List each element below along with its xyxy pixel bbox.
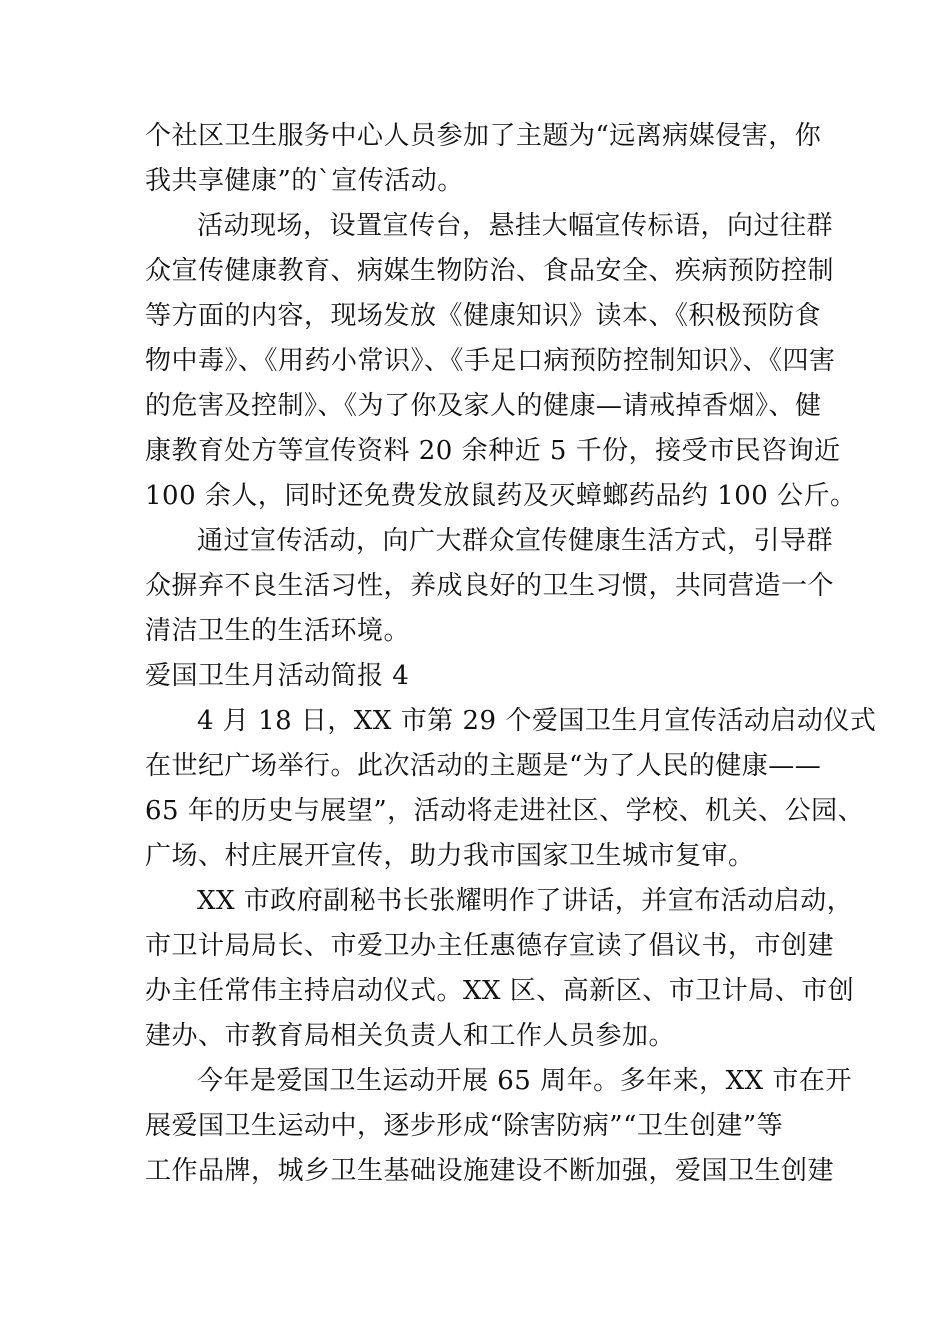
text-line: 展爱国卫生运动中，逐步形成“除害防病”“卫生创建”等	[145, 1111, 784, 1141]
text-line: 众宣传健康教育、病媒生物防治、食品安全、疾病预防控制	[145, 256, 835, 286]
paragraph-first-line: XX 市政府副秘书长张耀明作了讲话，并宣布活动启动，	[197, 886, 854, 916]
paragraph-first-line: 4 月 18 日，XX 市第 29 个爱国卫生月宣传活动启动仪式	[197, 706, 877, 736]
text-line: 工作品牌，城乡卫生基础设施建设不断加强，爱国卫生创建	[145, 1156, 835, 1186]
text-line: 等方面的内容，现场发放《健康知识》读本、《积极预防食	[145, 301, 822, 331]
text-line: 的危害及控制》、《为了你及家人的健康—请戒掉香烟》、健	[145, 391, 822, 421]
text-line: 广场、村庄展开宣传，助力我市国家卫生城市复审。	[145, 841, 755, 871]
paragraph-first-line: 活动现场，设置宣传台，悬挂大幅宣传标语，向过往群	[197, 211, 834, 241]
text-line: 市卫计局局长、市爱卫办主任惠德存宣读了倡议书，市创建	[145, 931, 835, 961]
text-line: 我共享健康”的`宣传活动。	[145, 166, 464, 196]
text-line: 个社区卫生服务中心人员参加了主题为“远离病媒侵害，你	[145, 121, 822, 151]
paragraph-first-line: 今年是爱国卫生运动开展 65 周年。多年来，XX 市在开	[197, 1066, 852, 1096]
paragraph-first-line: 通过宣传活动，向广大群众宣传健康生活方式，引导群	[197, 526, 834, 556]
text-line: 物中毒》、《用药小常识》、《手足口病预防控制知识》、《四害	[145, 346, 836, 376]
text-line: 100 余人，同时还免费发放鼠药及灭蟑螂药品约 100 公斤。	[145, 481, 857, 511]
text-line: 办主任常伟主持启动仪式。XX 区、高新区、市卫计局、市创	[145, 976, 855, 1006]
text-line: 65 年的历史与展望”，活动将走进社区、学校、机关、公园、	[145, 796, 865, 826]
text-line: 建办、市教育局相关负责人和工作人员参加。	[145, 1021, 676, 1051]
text-line: 在世纪广场举行。此次活动的主题是“为了人民的健康——	[145, 751, 822, 781]
text-line: 众摒弃不良生活习性，养成良好的卫生习惯，共同营造一个	[145, 571, 835, 601]
text-line: 清洁卫生的生活环境。	[145, 616, 411, 646]
section-heading: 爱国卫生月活动简报 4	[145, 661, 410, 691]
text-line: 康教育处方等宣传资料 20 余种近 5 千份，接受市民咨询近	[145, 436, 841, 466]
